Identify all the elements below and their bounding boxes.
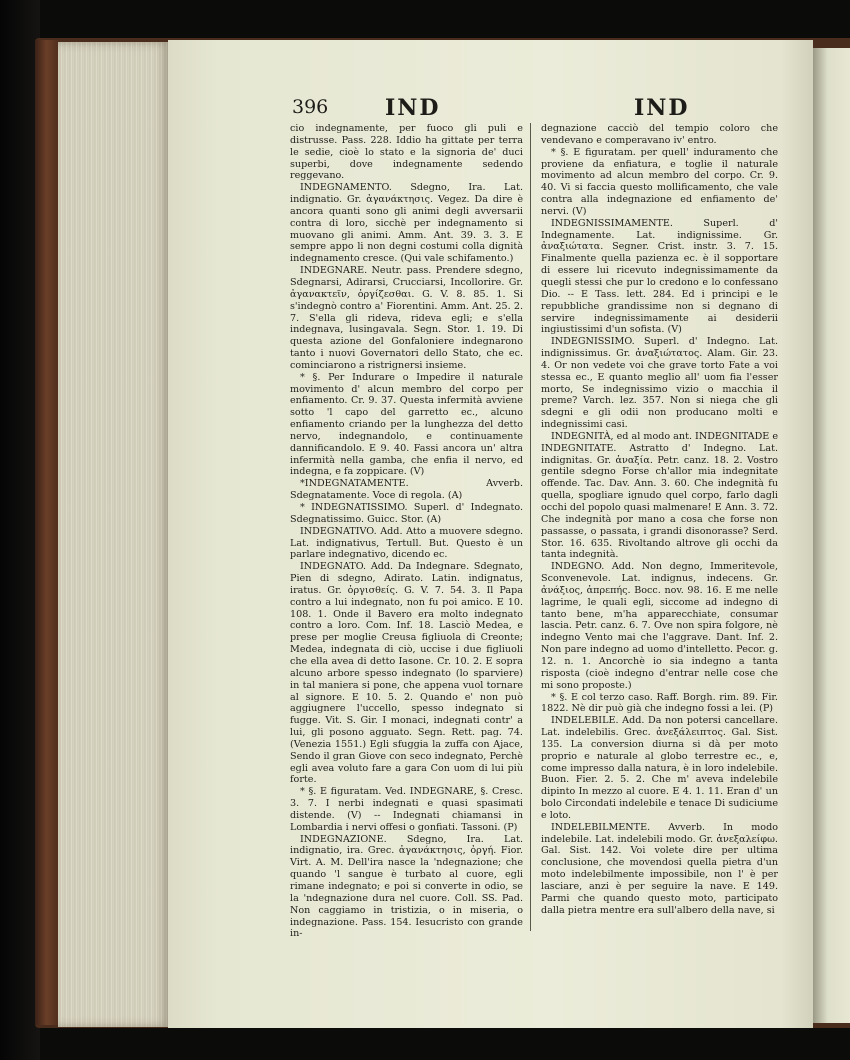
entry-paragraph: INDEGNISSIMO. Superl. d' Indegno. Lat. indignissimus. Gr. ἀναξιώτατος. Alam. Gir. 23. 4. Or non vedete voi che grave torto Fate a voi stessa ec., E quanto meglio all' uom fia l'esser morto, Se indegnissimo vizio o macchia il preme? Varch. lez. 357. Non si niega che gli sdegni e gli odii non producano molti e indegnissimi casi. (541, 336, 778, 431)
page-number: 396 (292, 96, 329, 118)
column-divider (530, 123, 531, 931)
running-head-right: IND (634, 95, 690, 121)
entry-paragraph: INDELEBILMENTE. Avverb. In modo indelebile. Lat. indelebili modo. Gr. ἀνεξαλείφω. Gal. Sist. 142. Voi volete dire per ultima conclusione, che movendosi quella pietra d'un moto indelebilmente impossibile, non l' è per lasciare, anzi è per seguire la nave. E 149. Parmi che quando questo moto, participato dalla pietra mentre era sull'albero della nave, si (541, 821, 778, 916)
entry-paragraph: * INDEGNATISSIMO. Superl. d' Indegnato. Sdegnatissimo. Guicc. Stor. (A) (290, 502, 523, 525)
page-header (0, 95, 850, 123)
entry-paragraph: INDEGNITÀ, ed al modo ant. INDEGNITADE e INDEGNITATE. Astratto d' Indegno. Lat. indignitas. Gr. ἀναξία. Petr. canz. 18. 2. Vostro gentile sdegno Forse ch'allor mia indegnitate offende. Tac. Dav. Ann. 3. 60. Che indegnità fu quella, spogliare ignudo quel corpo, farlo dagli occhi del popolo quasi malmenare! E Ann. 3. 72. Che indegnità por mano a cosa che forse non passasse, o passata, i grandi disonorasse? Serd. Stor. 16. 635. Rivoltando altrove gli occhi da tanta indegnità. (541, 430, 778, 561)
entry-paragraph: INDELEBILE. Add. Da non potersi cancellare. Lat. indelebilis. Grec. ἀνεξάλειπτος. Gal. Sist. 135. La conversion diurna si dà per moto proprio e naturale al globo terrestre ec., e, come impresso dalla natura, è in loro indelebile. Buon. Fier. 2. 5. 2. Che m' aveva indelebile dipinto In mezzo al cuore. E 4. 1. 11. Eran d' un bolo Circondati indelebile e tenace Di sudiciume e loto. (541, 715, 778, 821)
entry-paragraph: * §. E col terzo caso. Raff. Borgh. rim. 89. Fir. 1822. Nè dir può già che indegno fossi a lei. (P) (541, 691, 778, 715)
entry-paragraph: INDEGNAZIONE. Sdegno, Ira. Lat. indignatio, ira. Grec. ἀγανάκτησις, ὀργή. Fior. Virt. A. M. Dell'ira nasce la 'ndegnazione; che quando 'l sangue è turbato al cuore, egli rimane indegnato; e poi si converte in odio, se la 'ndegnazione dura nel cuore. Coll. SS. Pad. Non caggiamo in tristizia, o in miseria, o indegnazione. Pass. 154. Iesucristo con grande in- (290, 833, 523, 940)
entry-paragraph: cio indegnamente, per fuoco gli puli e distrusse. Pass. 228. Iddio ha gittate per terra le sedie, cioè lo stato e la signoria de' duci superbi, dove indegnamente sedendo reggevano. (290, 123, 523, 182)
entry-paragraph: * §. E figuratam. Ved. INDEGNARE, §. Cresc. 3. 7. I nerbi indegnati e quasi spasimati distende. (V) -- Indegnati chiamansi in Lombardia i nervi offesi o gonfiati. Tassoni. (P) (290, 786, 523, 833)
entry-paragraph: INDEGNO. Add. Non degno, Immeritevole, Sconvenevole. Lat. indignus, indecens. Gr. ἀνάξιος, ἀπρεπής. Bocc. nov. 98. 16. E me nelle lagrime, le quali egli, siccome ad indegno di tanto bene, m'ha apparecchiate, consumar lascia. Petr. canz. 6. 7. Ove non spira folgore, nè indegno Vento mai che l'aggrave. Dant. Inf. 2. Non pare indegno ad uomo d'intelletto. Pecor. g. 12. n. 1. Ancorchè io sia indegno a tanta risposta (cioè indegno d'entrar nelle cose che mi sono proposte.) (541, 561, 778, 691)
entry-paragraph: * §. E figuratam. per quell' induramento che proviene da enfiatura, e toglie il naturale movimento ad alcun membro del corpo. Cr. 9. 40. Vi si faccia questo mollificamento, che vale contra alla indegnazione ed enfiamento de' nervi. (V) (541, 146, 778, 217)
entry-paragraph: *INDEGNATAMENTE. Avverb. Sdegnatamente. Voce di regola. (A) (290, 478, 523, 502)
entry-paragraph: INDEGNARE. Neutr. pass. Prendere sdegno, Sdegnarsi, Adirarsi, Crucciarsi, Incollorire. Gr. ἀγανακτεῖν, ὀργίζεσθαι. G. V. 8. 85. 1. Si s'indegnò contro a' Fiorentini. Amm. Ant. 25. 2. 7. S'ella gli rideva, rideva egli; e s'ella indegnava, lusingavala. Segn. Stor. 1. 19. Di questa azione del Gonfaloniere indegnarono tanto i nuovi Governatori dello Stato, che ec. cominciarono a ristrignersi insieme. (290, 265, 523, 371)
entry-paragraph: INDEGNATO. Add. Da Indegnare. Sdegnato, Pien di sdegno, Adirato. Latin. indignatus, iratus. Gr. ὀργισθείς. G. V. 7. 54. 3. Il Papa contro a lui indegnato, non fu poi amico. E 10. 108. 1. Onde il Bavero era molto indegnato contro a loro. Com. Inf. 18. Lasciò Medea, e prese per moglie Creusa figliuola di Creonte; Medea, indegnata di ciò, uccise i due figliuoli che ella avea di detto Iasone. Cr. 10. 2. E sopra alcuno arbore spesso indegnato (lo sparviere) in tal maniera si pone, che appena vuol tornare al signore. E 10. 5. 2. Quando e' non può aggiugnere l'uccello, spesso indegnato si fugge. Vit. S. Gir. I monaci, indegnati contr' a lui, gli posono agguato. Segn. Rett. pag. 74. (Venezia 1551.) Egli sfuggia la zuffa con Ajace, Sendo il gran Giove con seco indegnato, Perchè egli avea voluto fare a gara Con uom di lui più forte. (290, 561, 523, 786)
left-column (290, 123, 523, 953)
page-edges (58, 42, 170, 1027)
entry-paragraph: INDEGNATIVO. Add. Atto a muovere sdegno. Lat. indignativus, Tertull. But. Questo è un parlare indegnativo, dicendo ec. (290, 525, 523, 561)
running-head-left: IND (385, 95, 441, 121)
facing-page-edge (813, 48, 850, 1023)
entry-paragraph: * §. Per Indurare o Impedire il naturale movimento d' alcun membro del corpo per enfiamento. Cr. 9. 37. Questa infermità avviene sotto 'l capo del garretto ec., alcuno enfiamento criando per la lunghezza del detto nervo, indegnandolo, e continuamente dannificandolo. E 9. 40. Fassi ancora un' altra infermità nella gamba, che enfia il nervo, ed indegna, e fa zoppicare. (V) (290, 371, 523, 478)
entry-paragraph: degnazione cacciò del tempio coloro che vendevano e comperavano iv' entro. (541, 123, 778, 146)
entry-paragraph: INDEGNISSIMAMENTE. Superl. d' Indegnamente. Lat. indignissime. Gr. ἀναξιώτατα. Segner. Crist. instr. 3. 7. 15. Finalmente quella pazienza ec. è il sopportare di essere lui ricevuto indegnissimamente da quegli stessi che pur lo credono e lo confessano Dio. -- E Tass. lett. 284. Ed i principi e le repubbliche grandissime non si degnano di servire indegnissimamente ai desiderii ingiustissimi d'un sofista. (V) (541, 217, 778, 336)
right-column (541, 123, 778, 953)
entry-paragraph: INDEGNAMENTO. Sdegno, Ira. Lat. indignatio. Gr. ἀγανάκτησις. Vegez. Da dire è ancora quanti sono gli animi degli avversarii contra di loro, sicchè per indegnamento si muovano gli animi. Amm. Ant. 39. 3. 3. E sempre appo li non degni costumi colla dignità indegnamento cresce. (Qui vale schifamento.) (290, 182, 523, 265)
background-shadow (0, 0, 40, 1060)
